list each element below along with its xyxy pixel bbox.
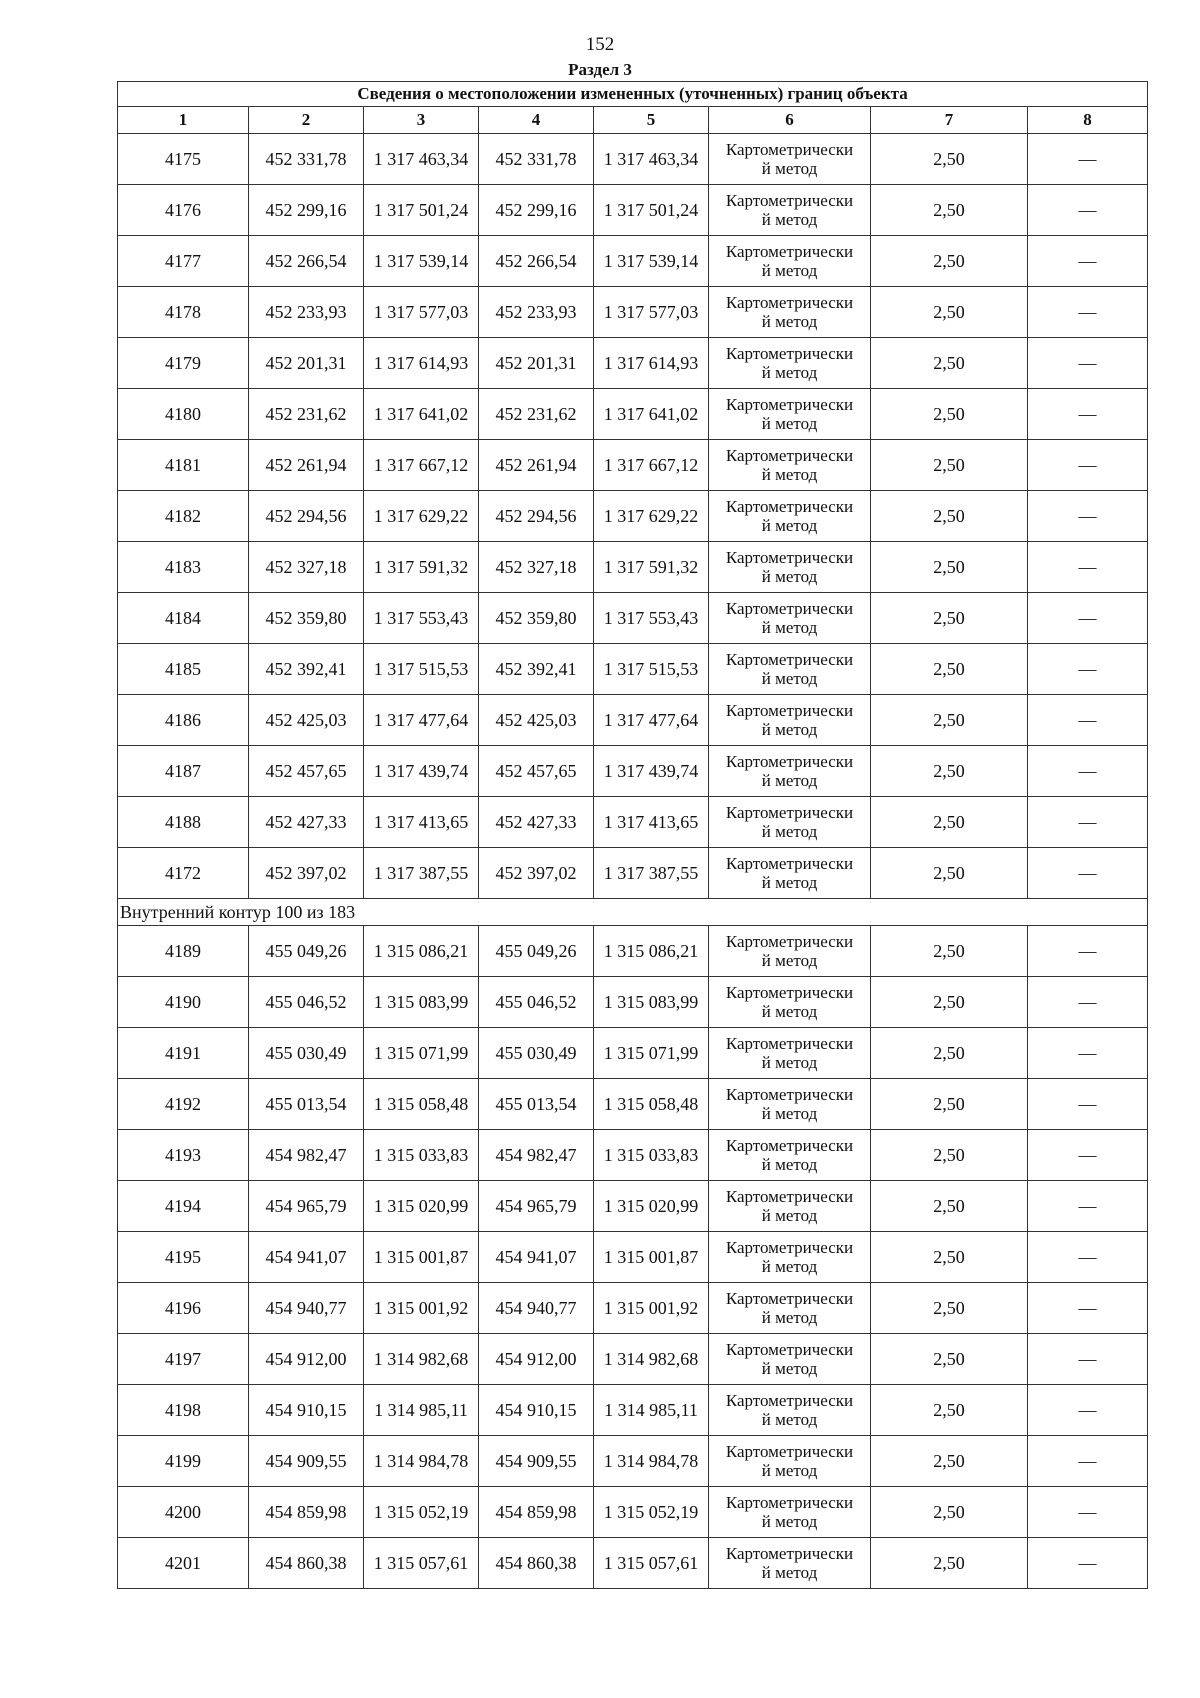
y-new-cell: 1 315 071,99 — [594, 1028, 709, 1079]
x-new-cell: 454 941,07 — [479, 1232, 594, 1283]
description-cell: — — [1028, 542, 1148, 593]
method-cell: Картометрически й метод — [709, 695, 871, 746]
point-number-cell: 4181 — [118, 440, 249, 491]
y-old-cell: 1 317 629,22 — [364, 491, 479, 542]
description-cell: — — [1028, 1079, 1148, 1130]
point-number-cell: 4195 — [118, 1232, 249, 1283]
table-row — [118, 797, 1148, 848]
description-cell: — — [1028, 1232, 1148, 1283]
column-header: 3 — [364, 107, 479, 134]
x-old-cell: 454 940,77 — [249, 1283, 364, 1334]
point-number-cell: 4182 — [118, 491, 249, 542]
x-new-cell: 454 965,79 — [479, 1181, 594, 1232]
y-old-cell: 1 315 020,99 — [364, 1181, 479, 1232]
precision-cell: 2,50 — [871, 1181, 1028, 1232]
x-new-cell: 452 261,94 — [479, 440, 594, 491]
x-old-cell: 455 046,52 — [249, 977, 364, 1028]
x-old-cell: 452 427,33 — [249, 797, 364, 848]
y-new-cell: 1 317 439,74 — [594, 746, 709, 797]
y-new-cell: 1 314 982,68 — [594, 1334, 709, 1385]
y-old-cell: 1 317 439,74 — [364, 746, 479, 797]
description-cell: — — [1028, 287, 1148, 338]
column-header: 4 — [479, 107, 594, 134]
point-number-cell: 4201 — [118, 1538, 249, 1589]
point-number-cell: 4179 — [118, 338, 249, 389]
precision-cell: 2,50 — [871, 491, 1028, 542]
table-row — [118, 593, 1148, 644]
x-new-cell: 452 359,80 — [479, 593, 594, 644]
method-cell: Картометрически й метод — [709, 1538, 871, 1589]
method-cell: Картометрически й метод — [709, 236, 871, 287]
x-new-cell: 454 982,47 — [479, 1130, 594, 1181]
y-new-cell: 1 317 413,65 — [594, 797, 709, 848]
table-row — [118, 695, 1148, 746]
precision-cell: 2,50 — [871, 1436, 1028, 1487]
contour-label-row — [118, 899, 1148, 926]
x-new-cell: 452 425,03 — [479, 695, 594, 746]
y-old-cell: 1 317 477,64 — [364, 695, 479, 746]
table-row — [118, 1232, 1148, 1283]
table-row — [118, 236, 1148, 287]
precision-cell: 2,50 — [871, 1232, 1028, 1283]
table-row — [118, 1283, 1148, 1334]
description-cell: — — [1028, 1436, 1148, 1487]
x-new-cell: 454 910,15 — [479, 1385, 594, 1436]
precision-cell: 2,50 — [871, 977, 1028, 1028]
y-old-cell: 1 315 083,99 — [364, 977, 479, 1028]
point-number-cell: 4189 — [118, 926, 249, 977]
method-cell: Картометрически й метод — [709, 797, 871, 848]
description-cell: — — [1028, 695, 1148, 746]
x-old-cell: 455 030,49 — [249, 1028, 364, 1079]
y-new-cell: 1 317 539,14 — [594, 236, 709, 287]
precision-cell: 2,50 — [871, 542, 1028, 593]
method-cell: Картометрически й метод — [709, 287, 871, 338]
description-cell: — — [1028, 644, 1148, 695]
point-number-cell: 4184 — [118, 593, 249, 644]
precision-cell: 2,50 — [871, 797, 1028, 848]
point-number-cell: 4191 — [118, 1028, 249, 1079]
point-number-cell: 4187 — [118, 746, 249, 797]
method-cell: Картометрически й метод — [709, 338, 871, 389]
x-old-cell: 454 859,98 — [249, 1487, 364, 1538]
y-old-cell: 1 317 501,24 — [364, 185, 479, 236]
x-new-cell: 454 912,00 — [479, 1334, 594, 1385]
precision-cell: 2,50 — [871, 1283, 1028, 1334]
x-old-cell: 452 425,03 — [249, 695, 364, 746]
description-cell: — — [1028, 338, 1148, 389]
x-old-cell: 454 912,00 — [249, 1334, 364, 1385]
method-cell: Картометрически й метод — [709, 644, 871, 695]
table-row — [118, 848, 1148, 899]
point-number-cell: 4192 — [118, 1079, 249, 1130]
table-row — [118, 1028, 1148, 1079]
point-number-cell: 4190 — [118, 977, 249, 1028]
y-old-cell: 1 315 052,19 — [364, 1487, 479, 1538]
y-old-cell: 1 317 641,02 — [364, 389, 479, 440]
y-old-cell: 1 315 001,92 — [364, 1283, 479, 1334]
description-cell: — — [1028, 134, 1148, 185]
x-old-cell: 452 261,94 — [249, 440, 364, 491]
method-cell: Картометрически й метод — [709, 491, 871, 542]
x-old-cell: 454 982,47 — [249, 1130, 364, 1181]
method-cell: Картометрически й метод — [709, 440, 871, 491]
x-old-cell: 452 392,41 — [249, 644, 364, 695]
y-old-cell: 1 317 539,14 — [364, 236, 479, 287]
x-new-cell: 454 859,98 — [479, 1487, 594, 1538]
column-header: 1 — [118, 107, 249, 134]
table-row — [118, 542, 1148, 593]
x-new-cell: 452 327,18 — [479, 542, 594, 593]
precision-cell: 2,50 — [871, 236, 1028, 287]
precision-cell: 2,50 — [871, 440, 1028, 491]
table-row — [118, 644, 1148, 695]
method-cell: Картометрически й метод — [709, 977, 871, 1028]
method-cell: Картометрически й метод — [709, 848, 871, 899]
description-cell: — — [1028, 491, 1148, 542]
y-new-cell: 1 317 667,12 — [594, 440, 709, 491]
x-old-cell: 452 327,18 — [249, 542, 364, 593]
precision-cell: 2,50 — [871, 1538, 1028, 1589]
y-old-cell: 1 315 057,61 — [364, 1538, 479, 1589]
y-new-cell: 1 317 614,93 — [594, 338, 709, 389]
point-number-cell: 4199 — [118, 1436, 249, 1487]
y-new-cell: 1 317 501,24 — [594, 185, 709, 236]
x-new-cell: 452 331,78 — [479, 134, 594, 185]
point-number-cell: 4193 — [118, 1130, 249, 1181]
point-number-cell: 4172 — [118, 848, 249, 899]
x-new-cell: 454 940,77 — [479, 1283, 594, 1334]
description-cell: — — [1028, 440, 1148, 491]
description-cell: — — [1028, 1385, 1148, 1436]
x-old-cell: 452 233,93 — [249, 287, 364, 338]
point-number-cell: 4186 — [118, 695, 249, 746]
x-new-cell: 452 201,31 — [479, 338, 594, 389]
description-cell: — — [1028, 848, 1148, 899]
precision-cell: 2,50 — [871, 1079, 1028, 1130]
point-number-cell: 4183 — [118, 542, 249, 593]
description-cell: — — [1028, 1028, 1148, 1079]
y-new-cell: 1 315 057,61 — [594, 1538, 709, 1589]
point-number-cell: 4180 — [118, 389, 249, 440]
page-number: 152 — [585, 34, 615, 55]
precision-cell: 2,50 — [871, 644, 1028, 695]
y-new-cell: 1 317 463,34 — [594, 134, 709, 185]
point-number-cell: 4197 — [118, 1334, 249, 1385]
x-old-cell: 454 965,79 — [249, 1181, 364, 1232]
x-new-cell: 454 860,38 — [479, 1538, 594, 1589]
y-new-cell: 1 317 641,02 — [594, 389, 709, 440]
coordinates-table — [117, 81, 1148, 1589]
table-row — [118, 1334, 1148, 1385]
y-old-cell: 1 315 086,21 — [364, 926, 479, 977]
method-cell: Картометрически й метод — [709, 1334, 871, 1385]
description-cell: — — [1028, 746, 1148, 797]
x-new-cell: 455 046,52 — [479, 977, 594, 1028]
y-new-cell: 1 315 058,48 — [594, 1079, 709, 1130]
table-row — [118, 440, 1148, 491]
table-row — [118, 389, 1148, 440]
description-cell: — — [1028, 977, 1148, 1028]
method-cell: Картометрически й метод — [709, 1487, 871, 1538]
method-cell: Картометрически й метод — [709, 389, 871, 440]
description-cell: — — [1028, 1487, 1148, 1538]
method-cell: Картометрически й метод — [709, 746, 871, 797]
precision-cell: 2,50 — [871, 848, 1028, 899]
y-old-cell: 1 317 515,53 — [364, 644, 479, 695]
column-header: 7 — [871, 107, 1028, 134]
point-number-cell: 4176 — [118, 185, 249, 236]
y-new-cell: 1 314 984,78 — [594, 1436, 709, 1487]
y-old-cell: 1 314 985,11 — [364, 1385, 479, 1436]
y-new-cell: 1 317 477,64 — [594, 695, 709, 746]
description-cell: — — [1028, 797, 1148, 848]
table-row — [118, 746, 1148, 797]
point-number-cell: 4177 — [118, 236, 249, 287]
method-cell: Картометрически й метод — [709, 1232, 871, 1283]
y-new-cell: 1 315 033,83 — [594, 1130, 709, 1181]
x-new-cell: 455 030,49 — [479, 1028, 594, 1079]
precision-cell: 2,50 — [871, 1385, 1028, 1436]
x-old-cell: 452 299,16 — [249, 185, 364, 236]
method-cell: Картометрически й метод — [709, 134, 871, 185]
table-row — [118, 338, 1148, 389]
x-old-cell: 454 941,07 — [249, 1232, 364, 1283]
contour-label: Внутренний контур 100 из 183 — [118, 899, 1148, 926]
x-new-cell: 452 397,02 — [479, 848, 594, 899]
x-old-cell: 452 331,78 — [249, 134, 364, 185]
x-new-cell: 452 457,65 — [479, 746, 594, 797]
method-cell: Картометрически й метод — [709, 1283, 871, 1334]
table-row — [118, 1181, 1148, 1232]
x-new-cell: 452 392,41 — [479, 644, 594, 695]
x-old-cell: 454 860,38 — [249, 1538, 364, 1589]
y-new-cell: 1 314 985,11 — [594, 1385, 709, 1436]
x-old-cell: 452 231,62 — [249, 389, 364, 440]
y-new-cell: 1 317 387,55 — [594, 848, 709, 899]
description-cell: — — [1028, 236, 1148, 287]
table-title: Сведения о местоположении измененных (уточненных) границ объекта — [118, 82, 1148, 107]
precision-cell: 2,50 — [871, 1487, 1028, 1538]
y-old-cell: 1 317 577,03 — [364, 287, 479, 338]
table-row — [118, 926, 1148, 977]
table-row — [118, 977, 1148, 1028]
column-header: 5 — [594, 107, 709, 134]
method-cell: Картометрически й метод — [709, 1385, 871, 1436]
point-number-cell: 4175 — [118, 134, 249, 185]
y-new-cell: 1 317 629,22 — [594, 491, 709, 542]
point-number-cell: 4198 — [118, 1385, 249, 1436]
x-new-cell: 455 013,54 — [479, 1079, 594, 1130]
y-old-cell: 1 317 387,55 — [364, 848, 479, 899]
point-number-cell: 4188 — [118, 797, 249, 848]
x-old-cell: 452 457,65 — [249, 746, 364, 797]
y-new-cell: 1 317 591,32 — [594, 542, 709, 593]
x-old-cell: 455 013,54 — [249, 1079, 364, 1130]
precision-cell: 2,50 — [871, 389, 1028, 440]
y-new-cell: 1 317 577,03 — [594, 287, 709, 338]
y-old-cell: 1 317 667,12 — [364, 440, 479, 491]
method-cell: Картометрически й метод — [709, 593, 871, 644]
table-row — [118, 1538, 1148, 1589]
y-new-cell: 1 315 020,99 — [594, 1181, 709, 1232]
point-number-cell: 4178 — [118, 287, 249, 338]
y-old-cell: 1 315 071,99 — [364, 1028, 479, 1079]
y-new-cell: 1 317 515,53 — [594, 644, 709, 695]
table-row — [118, 491, 1148, 542]
y-old-cell: 1 317 614,93 — [364, 338, 479, 389]
precision-cell: 2,50 — [871, 593, 1028, 644]
x-new-cell: 454 909,55 — [479, 1436, 594, 1487]
y-new-cell: 1 317 553,43 — [594, 593, 709, 644]
y-old-cell: 1 315 058,48 — [364, 1079, 479, 1130]
x-old-cell: 452 294,56 — [249, 491, 364, 542]
point-number-cell: 4194 — [118, 1181, 249, 1232]
precision-cell: 2,50 — [871, 1130, 1028, 1181]
precision-cell: 2,50 — [871, 185, 1028, 236]
x-old-cell: 452 359,80 — [249, 593, 364, 644]
column-header: 6 — [709, 107, 871, 134]
x-old-cell: 452 397,02 — [249, 848, 364, 899]
y-old-cell: 1 317 591,32 — [364, 542, 479, 593]
description-cell: — — [1028, 1181, 1148, 1232]
column-header: 8 — [1028, 107, 1148, 134]
table-row — [118, 287, 1148, 338]
description-cell: — — [1028, 1283, 1148, 1334]
description-cell: — — [1028, 1130, 1148, 1181]
point-number-cell: 4185 — [118, 644, 249, 695]
method-cell: Картометрически й метод — [709, 1079, 871, 1130]
column-header-row — [118, 107, 1148, 134]
description-cell: — — [1028, 185, 1148, 236]
point-number-cell: 4196 — [118, 1283, 249, 1334]
method-cell: Картометрически й метод — [709, 1028, 871, 1079]
precision-cell: 2,50 — [871, 1028, 1028, 1079]
precision-cell: 2,50 — [871, 746, 1028, 797]
column-header: 2 — [249, 107, 364, 134]
precision-cell: 2,50 — [871, 134, 1028, 185]
description-cell: — — [1028, 593, 1148, 644]
x-new-cell: 455 049,26 — [479, 926, 594, 977]
description-cell: — — [1028, 1538, 1148, 1589]
method-cell: Картометрически й метод — [709, 542, 871, 593]
point-number-cell: 4200 — [118, 1487, 249, 1538]
x-new-cell: 452 231,62 — [479, 389, 594, 440]
y-new-cell: 1 315 052,19 — [594, 1487, 709, 1538]
method-cell: Картометрически й метод — [709, 1130, 871, 1181]
precision-cell: 2,50 — [871, 287, 1028, 338]
y-new-cell: 1 315 001,87 — [594, 1232, 709, 1283]
x-old-cell: 452 201,31 — [249, 338, 364, 389]
precision-cell: 2,50 — [871, 338, 1028, 389]
y-new-cell: 1 315 086,21 — [594, 926, 709, 977]
method-cell: Картометрически й метод — [709, 1436, 871, 1487]
table-row — [118, 1385, 1148, 1436]
y-old-cell: 1 317 413,65 — [364, 797, 479, 848]
x-new-cell: 452 294,56 — [479, 491, 594, 542]
y-new-cell: 1 315 001,92 — [594, 1283, 709, 1334]
precision-cell: 2,50 — [871, 695, 1028, 746]
x-old-cell: 454 909,55 — [249, 1436, 364, 1487]
description-cell: — — [1028, 1334, 1148, 1385]
table-row — [118, 1436, 1148, 1487]
precision-cell: 2,50 — [871, 926, 1028, 977]
table-body — [118, 134, 1148, 1589]
x-new-cell: 452 266,54 — [479, 236, 594, 287]
description-cell: — — [1028, 389, 1148, 440]
y-old-cell: 1 315 033,83 — [364, 1130, 479, 1181]
y-old-cell: 1 314 984,78 — [364, 1436, 479, 1487]
x-old-cell: 454 910,15 — [249, 1385, 364, 1436]
description-cell: — — [1028, 926, 1148, 977]
x-new-cell: 452 427,33 — [479, 797, 594, 848]
table-row — [118, 1130, 1148, 1181]
y-old-cell: 1 317 463,34 — [364, 134, 479, 185]
y-new-cell: 1 315 083,99 — [594, 977, 709, 1028]
table-row — [118, 134, 1148, 185]
table-row — [118, 1079, 1148, 1130]
table-row — [118, 185, 1148, 236]
method-cell: Картометрически й метод — [709, 926, 871, 977]
x-old-cell: 452 266,54 — [249, 236, 364, 287]
method-cell: Картометрически й метод — [709, 1181, 871, 1232]
method-cell: Картометрически й метод — [709, 185, 871, 236]
x-new-cell: 452 233,93 — [479, 287, 594, 338]
y-old-cell: 1 314 982,68 — [364, 1334, 479, 1385]
y-old-cell: 1 317 553,43 — [364, 593, 479, 644]
x-old-cell: 455 049,26 — [249, 926, 364, 977]
precision-cell: 2,50 — [871, 1334, 1028, 1385]
x-new-cell: 452 299,16 — [479, 185, 594, 236]
table-row — [118, 1487, 1148, 1538]
section-title: Раздел 3 — [568, 60, 632, 79]
y-old-cell: 1 315 001,87 — [364, 1232, 479, 1283]
